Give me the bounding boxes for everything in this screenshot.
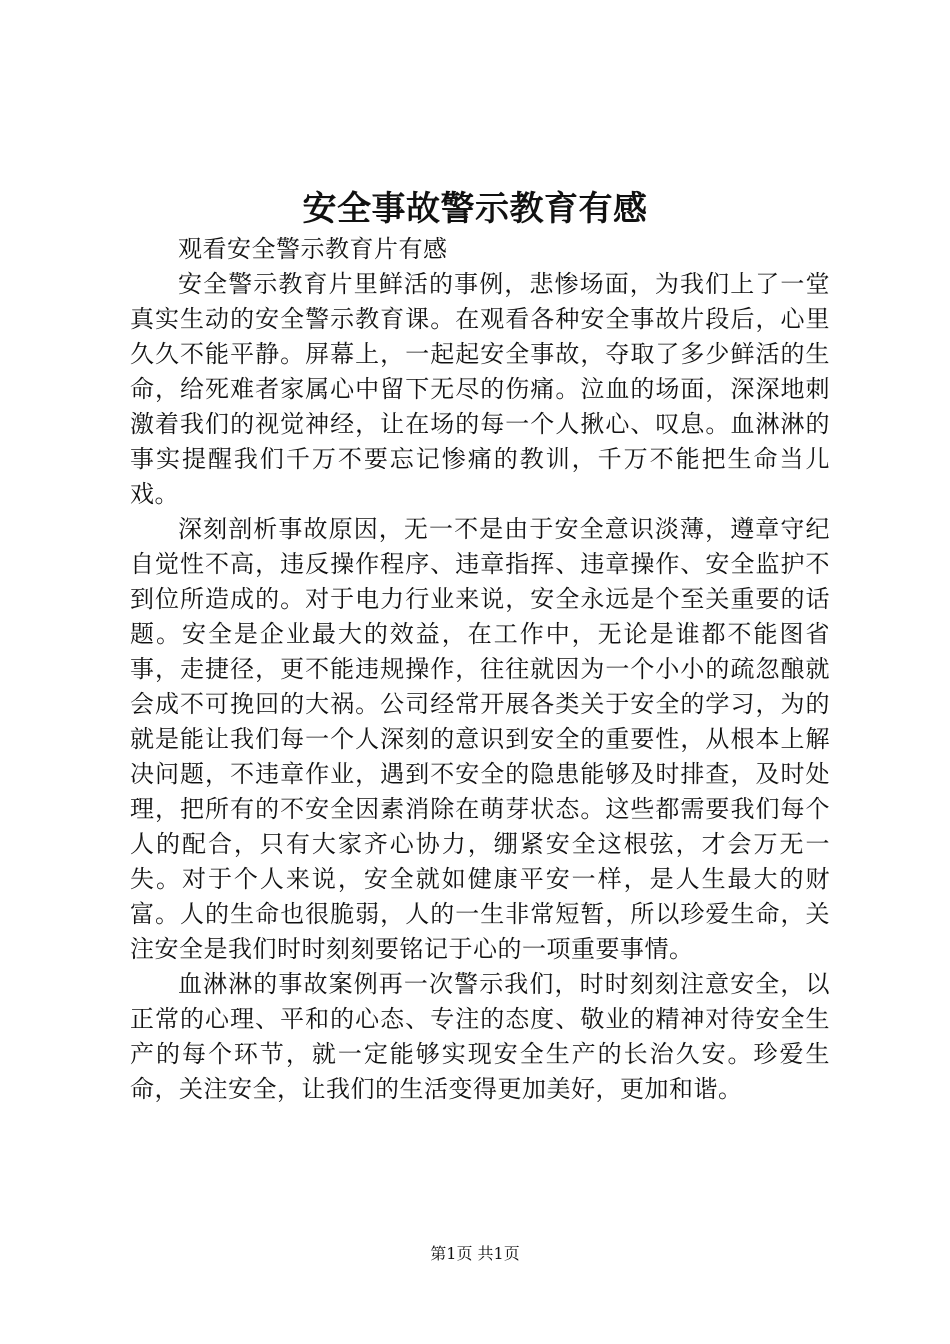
- paragraph-subtitle: 观看安全警示教育片有感: [178, 235, 448, 263]
- page-number-footer: 第1页 共1页: [430, 1244, 520, 1263]
- document-title: 安全事故警示教育有感: [302, 189, 648, 229]
- document-body: [130, 232, 830, 1107]
- paragraph: 血淋淋的事故案例再一次警示我们，时时刻刻注意安全，以正常的心理、平和的心态、专注的态度、敬业的精神对待安全生产的每个环节，就一定能够实现安全生产的长治久安。珍爱生命，关注安全，让我们的生活变得更加美好，更加和谐。: [130, 970, 830, 1103]
- paragraph: 深刻剖析事故原因，无一不是由于安全意识淡薄，遵章守纪自觉性不高，违反操作程序、违章指挥、违章操作、安全监护不到位所造成的。对于电力行业来说，安全永远是个至关重要的话题。安全是企业最大的效益，在工作中，无论是谁都不能图省事，走捷径，更不能违规操作，往往就因为一个小小的疏忽酿就会成不可挽回的大祸。公司经常开展各类关于安全的学习，为的就是能让我们每一个人深刻的意识到安全的重要性，从根本上解决问题，不违章作业，遇到不安全的隐患能够及时排查，及时处理，把所有的不安全因素消除在萌芽状态。这些都需要我们每个人的配合，只有大家齐心协力，绷紧安全这根弦，才会万无一失。对于个人来说，安全就如健康平安一样，是人生最大的财富。人的生命也很脆弱，人的一生非常短暂，所以珍爱生命，关注安全是我们时时刻刻要铭记于心的一项重要事情。: [130, 515, 830, 963]
- paragraph: 安全警示教育片里鲜活的事例，悲惨场面，为我们上了一堂真实生动的安全警示教育课。在观看各种安全事故片段后，心里久久不能平静。屏幕上，一起起安全事故，夺取了多少鲜活的生命，给死难者家属心中留下无尽的伤痛。泣血的场面，深深地刺激着我们的视觉神经，让在场的每一个人揪心、叹息。血淋淋的事实提醒我们千万不要忘记惨痛的教训，千万不能把生命当儿戏。: [130, 270, 830, 508]
